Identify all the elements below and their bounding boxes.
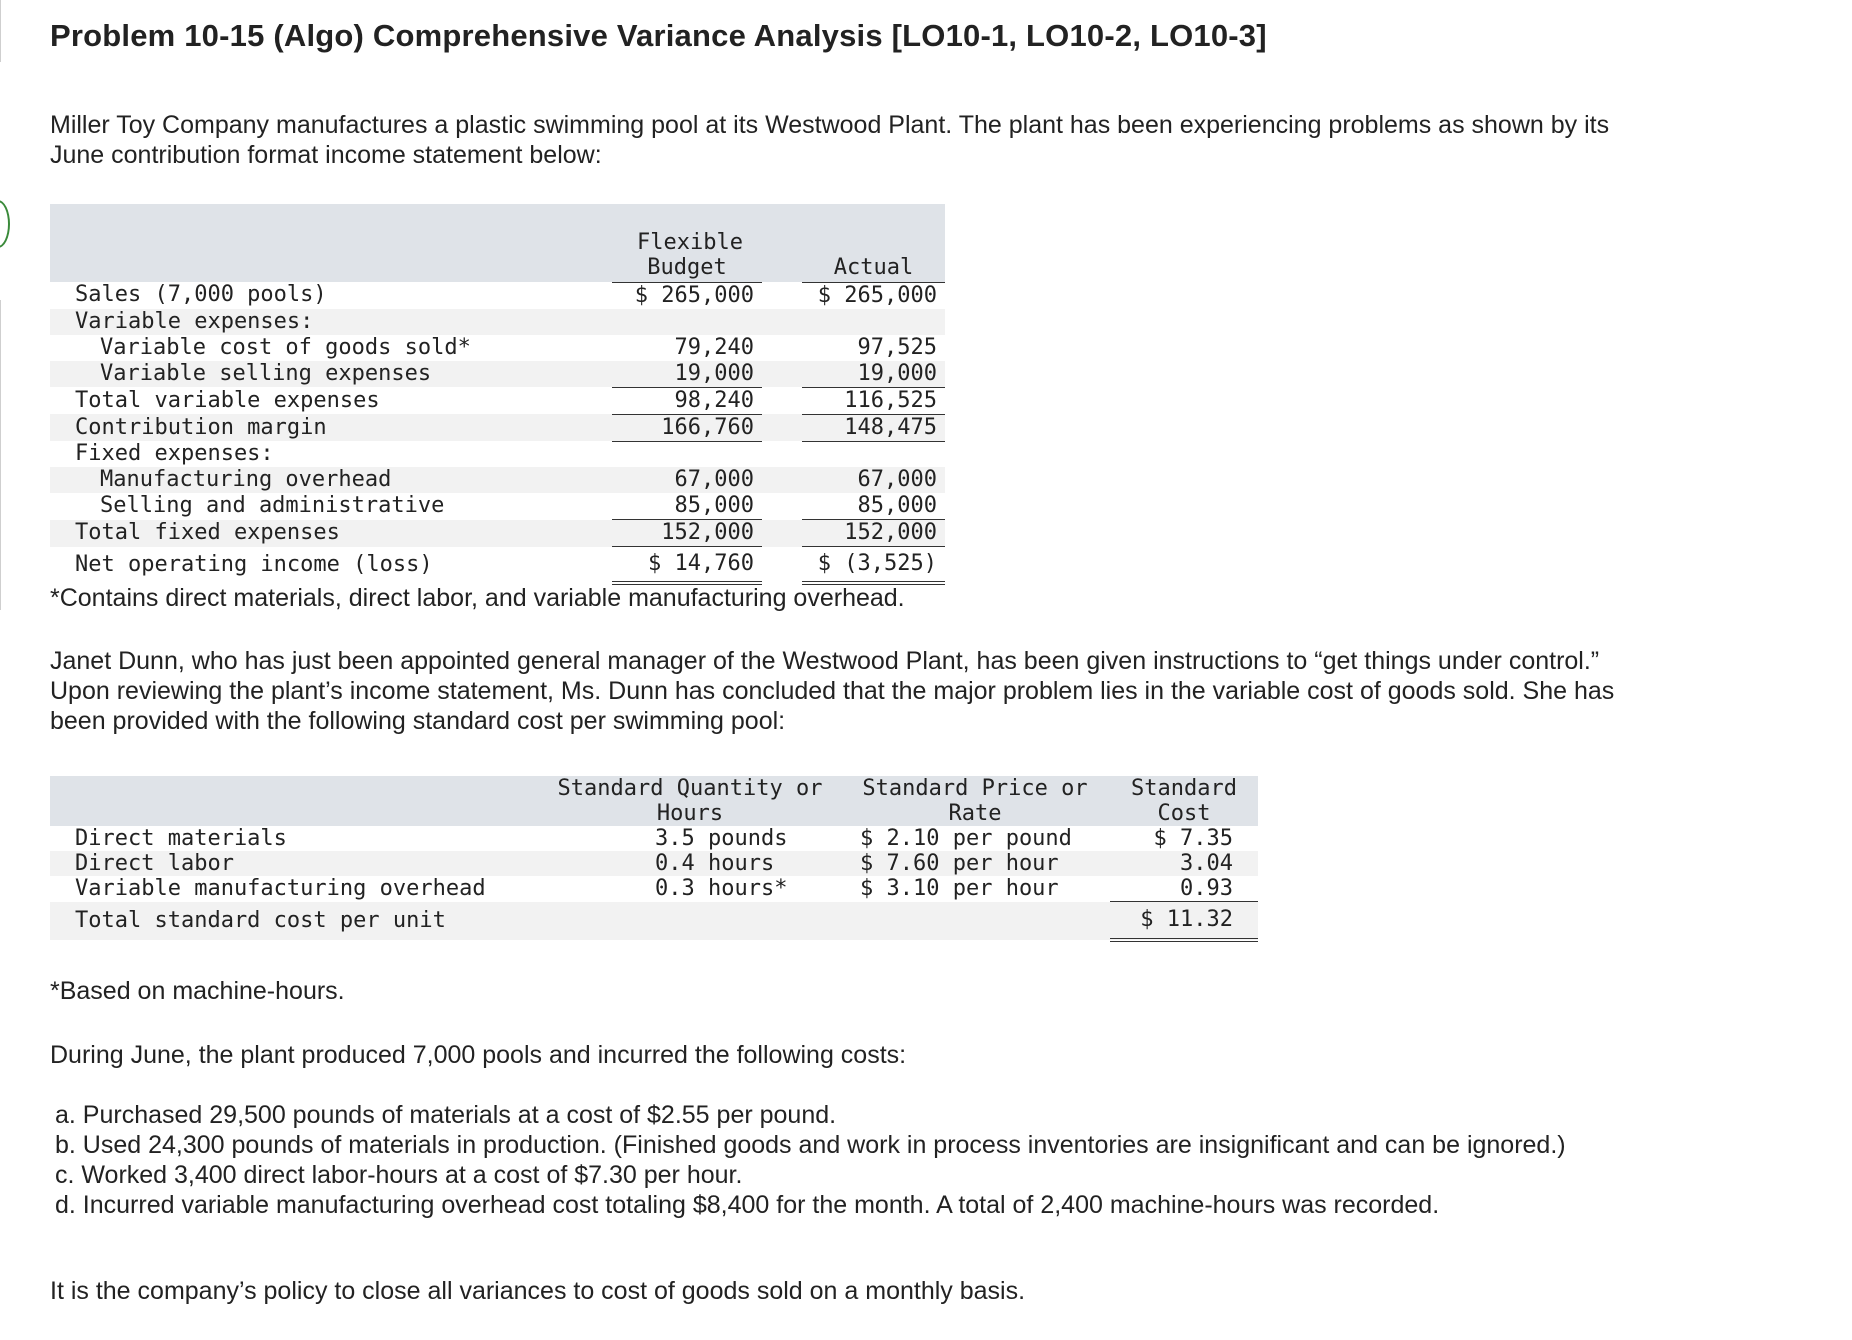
cost-items-list (55, 1100, 1615, 1220)
table-row: Direct materials 3.5 pounds $ 2.10 per pound $ 7.35 (75, 826, 1233, 851)
table-row: Fixed expenses: (75, 441, 274, 466)
standard-quantity-header: Standard Quantity or Hours (540, 776, 840, 826)
left-edge-rule (0, 0, 1, 62)
list-item: b. Used 24,300 pounds of materials in production. (Finished goods and work in process inventories are insignificant and can be ignored.) (55, 1131, 1566, 1159)
table-row: Variable cost of goods sold* 79,240 97,525 (100, 334, 937, 360)
table-row: Variable expenses: (50, 309, 945, 335)
table-row: Net operating income (loss) $ 14,760 $ (3,525) (50, 547, 945, 583)
flexible-budget-header: Flexible Budget (612, 204, 762, 282)
left-edge-rule (0, 300, 1, 610)
table-row: Total standard cost per unit $ 11.32 (50, 902, 1258, 940)
table-row: Sales (7,000 pools) $ 265,000 $ 265,000 (75, 282, 937, 308)
income-statement-header (50, 204, 945, 282)
total-standard-cost: $ 11.32 (1110, 902, 1258, 940)
table-row: Variable selling expenses 19,000 19,000 (50, 361, 945, 388)
standard-price-header: Standard Price or Rate (840, 776, 1110, 826)
problem-title: Problem 10-15 (Algo) Comprehensive Variance Analysis [LO10-1, LO10-2, LO10-3] (50, 18, 1267, 53)
left-edge-marker (0, 200, 10, 248)
dunn-paragraph: Janet Dunn, who has just been appointed general manager of the Westwood Plant, has been given instructions to “get things under control.” Upon reviewing the plant’s income statement, Ms. Dunn has concluded that the major problem lies in the variable cost of goods sold. She has been provided with the following standard cost per swimming pool: (50, 647, 1615, 735)
closing-paragraph: It is the company’s policy to close all variances to cost of goods sold on a monthly basis. (50, 1277, 1026, 1305)
table-row: Variable manufacturing overhead 0.3 hours* $ 3.10 per hour 0.93 (75, 876, 1233, 902)
june-costs-intro: During June, the plant produced 7,000 pools and incurred the following costs: (50, 1041, 907, 1069)
list-item: a. Purchased 29,500 pounds of materials at a cost of $2.55 per pound. (55, 1101, 837, 1129)
list-item: c. Worked 3,400 direct labor-hours at a cost of $7.30 per hour. (55, 1161, 743, 1189)
list-item: d. Incurred variable manufacturing overhead cost totaling $8,400 for the month. A total of 2,400 machine-hours was recorded. (55, 1191, 1440, 1219)
income-statement-table (50, 204, 945, 585)
table-row: Total fixed expenses 152,000 152,000 (50, 520, 945, 547)
standard-cost-table (50, 776, 1258, 942)
footnote-cost-of-goods: *Contains direct materials, direct labor, and variable manufacturing overhead. (50, 584, 905, 612)
table-row: Contribution margin 166,760 148,475 (50, 414, 945, 441)
intro-paragraph: Miller Toy Company manufactures a plastic swimming pool at its Westwood Plant. The plant has been experiencing problems as shown by its June contribution format income statement below: (50, 111, 1610, 169)
footnote-machine-hours: *Based on machine-hours. (50, 977, 345, 1005)
table-row: Total variable expenses 98,240 116,525 (50, 387, 945, 414)
table-row: Direct labor 0.4 hours $ 7.60 per hour 3.04 (50, 851, 1258, 876)
table-row: Manufacturing overhead 67,000 67,000 (50, 467, 945, 493)
standard-cost-header (50, 776, 1258, 826)
table-row: Selling and administrative 85,000 85,000 (100, 493, 937, 519)
actual-header: Actual (802, 204, 945, 282)
standard-cost-col-header: Standard Cost (1110, 776, 1258, 826)
